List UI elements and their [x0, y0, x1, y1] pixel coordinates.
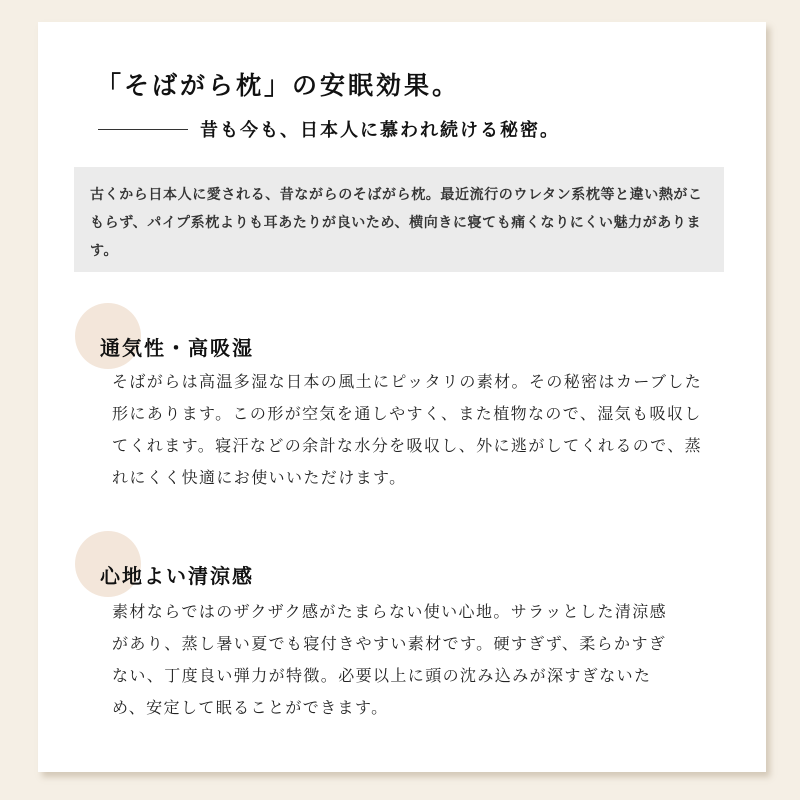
subtitle-row	[98, 116, 560, 142]
intro-text: 古くから日本人に愛される、昔ながらのそばがら枕。最近流行のウレタン系枕等と違い熱がこもらず、パイプ系枕よりも耳あたりが良いため、横向きに寝ても痛くなりにくい魅力があります。	[90, 187, 703, 259]
page-title: 「そばがら枕」の安眠効果。	[96, 71, 461, 100]
section-title-breathability: 通気性・高吸湿	[100, 336, 254, 360]
section-body-coolness: 素材ならではのザクザク感がたまらない使い心地。サラッとした清涼感があり、蒸し暑い夏でも寝付きやすい素材です。硬すぎず、柔らかすぎない、丁度良い弾力が特徴。必要以上に頭の沈み込みが深すぎないため、安定して眠ることができます。	[112, 602, 668, 717]
section-body-breathability: そばがらは高温多湿な日本の風土にピッタリの素材。その秘密はカーブした形にあります。この形が空気を通しやすく、また植物なので、湿気も吸収してくれます。寝汗などの余計な水分を吸収し、外に逃がしてくれるので、蒸れにくく快適にお使いいただけます。	[112, 372, 703, 487]
intro-box	[74, 167, 724, 272]
content-card	[38, 22, 766, 772]
subtitle-rule	[98, 129, 188, 130]
section-title-coolness: 心地よい清涼感	[100, 564, 254, 588]
page-subtitle: 昔も今も、日本人に慕われ続ける秘密。	[200, 120, 560, 141]
